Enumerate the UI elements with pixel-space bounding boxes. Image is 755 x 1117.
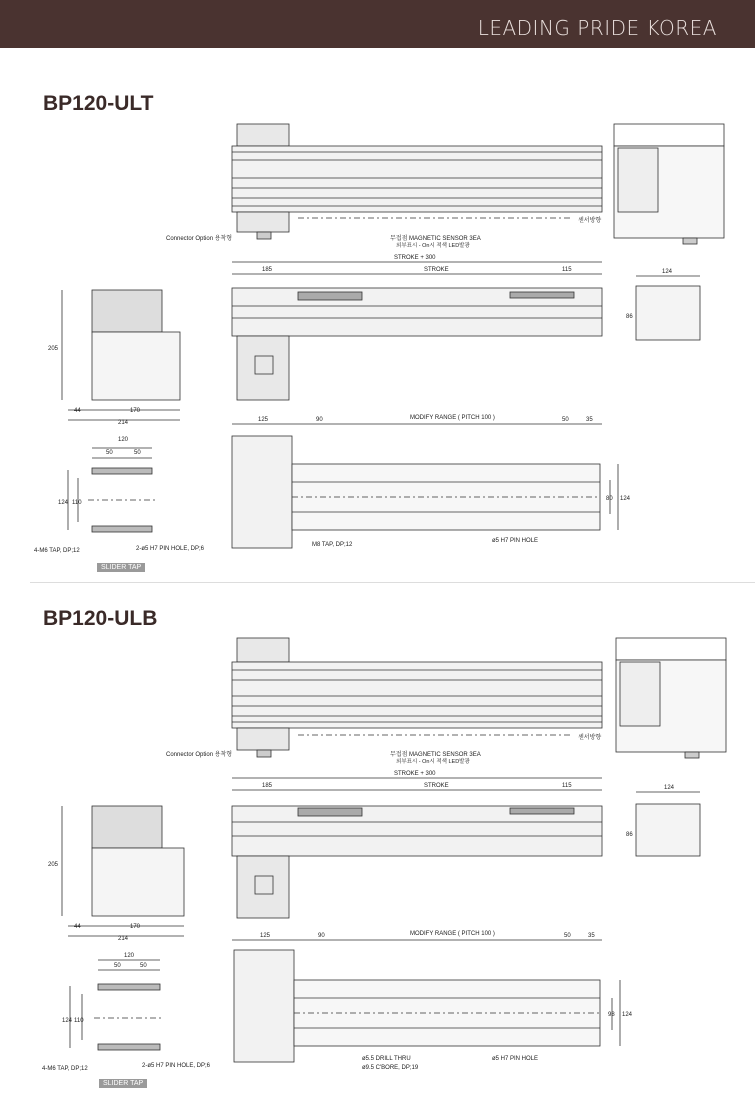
dim-50b: 50 (140, 963, 147, 969)
modify-range-label: MODIFY RANGE ( PITCH 100 ) (410, 931, 495, 937)
brand-tagline: LEADING PRIDE KOREA (477, 16, 717, 40)
dim-86: 86 (626, 832, 633, 838)
sensor-label: 무접점 MAGNETIC SENSOR 3EA (390, 752, 481, 758)
dim-185: 185 (262, 783, 273, 789)
dim-170: 170 (130, 408, 141, 414)
dim-124: 124 (662, 269, 673, 275)
dim-98: 98 (608, 1012, 615, 1018)
dim-124c: 124 (620, 496, 631, 502)
section-divider (30, 582, 755, 583)
dim-110: 110 (72, 500, 82, 506)
dim-stroke: STROKE (424, 783, 449, 789)
dim-80: 80 (606, 496, 613, 502)
sensor-sub-label: 외부표시 - On시 적색 LED발광 (396, 759, 470, 765)
dim-205: 205 (48, 862, 59, 868)
drawing-ulb (0, 600, 755, 1117)
cbore-label: ø9.5 C'BORE, DP;19 (362, 1065, 419, 1071)
dim-125: 125 (260, 933, 271, 939)
pin-label: 2-ø5 H7 PIN HOLE, DP;6 (136, 546, 205, 552)
dim-44: 44 (74, 924, 81, 930)
pin-hole-label: ø5 H7 PIN HOLE (492, 538, 539, 544)
section-title-ult: BP120-ULT (43, 92, 154, 115)
slider-tap-badge: SLIDER TAP (99, 1079, 147, 1088)
m8-tap-label: M8 TAP, DP;12 (312, 542, 353, 548)
dim-170: 170 (130, 924, 141, 930)
sensor-sub-label: 외부표시 - On시 적색 LED발광 (396, 243, 470, 249)
drill-thru-label: ø5.5 DRILL THRU (362, 1056, 411, 1062)
dim-50b: 50 (134, 450, 141, 456)
dim-124b: 124 (58, 500, 69, 506)
dim-124b: 124 (62, 1018, 73, 1024)
connector-label: Connector Option 용착형 (166, 236, 233, 242)
modify-range-label: MODIFY RANGE ( PITCH 100 ) (410, 415, 495, 421)
dim-185: 185 (262, 267, 273, 273)
dim-44: 44 (74, 408, 81, 414)
dim-35: 35 (586, 417, 593, 423)
dim-stroke: STROKE (424, 267, 449, 273)
dim-86: 86 (626, 314, 633, 320)
dim-205: 205 (48, 346, 59, 352)
dim-50a: 50 (106, 450, 113, 456)
dim-50c: 50 (564, 933, 571, 939)
pin-label: 2-ø5 H7 PIN HOLE, DP;6 (142, 1063, 211, 1069)
section-title-ulb: BP120-ULB (43, 607, 158, 630)
dim-124c: 124 (622, 1012, 633, 1018)
tap-label: 4-M6 TAP, DP;12 (42, 1066, 88, 1072)
dim-stroke-total: STROKE + 300 (394, 255, 436, 261)
dim-120: 120 (124, 953, 135, 959)
dim-115: 115 (562, 783, 572, 789)
dim-90: 90 (316, 417, 323, 423)
sensor-label: 무접점 MAGNETIC SENSOR 3EA (390, 236, 481, 242)
connector-label: Connector Option 용착형 (166, 752, 233, 758)
dim-214: 214 (118, 936, 129, 942)
slider-tap-badge: SLIDER TAP (97, 563, 145, 572)
dim-50c: 50 (562, 417, 569, 423)
dim-50a: 50 (114, 963, 121, 969)
dim-110: 110 (74, 1018, 84, 1024)
dim-120: 120 (118, 437, 129, 443)
dim-115: 115 (562, 267, 572, 273)
dim-35: 35 (588, 933, 595, 939)
dim-124: 124 (664, 785, 675, 791)
dim-stroke-total: STROKE + 300 (394, 771, 436, 777)
sensor-dir-label: 센서방향 (578, 735, 602, 741)
dim-214: 214 (118, 420, 129, 426)
dim-90: 90 (318, 933, 325, 939)
tap-label: 4-M6 TAP, DP;12 (34, 548, 80, 554)
dim-125: 125 (258, 417, 269, 423)
pin-hole-label: ø5 H7 PIN HOLE (492, 1056, 539, 1062)
sensor-dir-label: 센서방향 (578, 218, 602, 224)
